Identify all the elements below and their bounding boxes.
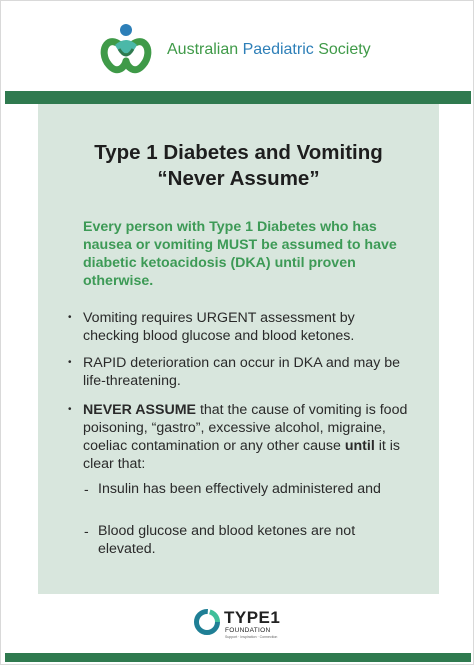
type1-foundation-ring-icon — [193, 608, 221, 636]
content-panel — [38, 104, 439, 594]
top-band — [5, 91, 471, 104]
bullet-dot-icon: • — [68, 404, 72, 415]
header — [1, 1, 474, 91]
bullet-rapid-deterioration: RAPID deterioration can occur in DKA and may be life-threatening. — [83, 355, 401, 389]
title-line-2: “Never Assume” — [157, 167, 320, 190]
brand-main: TYPE1 — [224, 608, 281, 627]
never-assume-emphasis: NEVER ASSUME — [83, 402, 196, 418]
sub-item-glucose-ketones: Blood glucose and blood ketones are not elevated. — [98, 523, 356, 557]
org-name-part1: Australian — [167, 41, 243, 58]
bullet-dot-icon: • — [68, 312, 72, 323]
sub-item-insulin: Insulin has been effectively administered and — [98, 481, 381, 497]
brand-sub: FOUNDATION — [225, 627, 271, 634]
bullet-urgent-assessment: Vomiting requires URGENT assessment by checking blood glucose and blood ketones. — [83, 310, 355, 344]
title-line-1: Type 1 Diabetes and Vomiting — [94, 141, 383, 164]
org-name — [167, 41, 371, 59]
aps-figure-logo-icon — [97, 21, 155, 77]
type1-foundation-logo — [193, 606, 293, 646]
bullet-dot-icon: • — [68, 357, 72, 368]
lead-statement: Every person with Type 1 Diabetes who has nausea or vomiting MUST be assumed to have diabetic ketoacidosis (DKA) until proven otherwise. — [83, 219, 397, 289]
bullet-never-assume — [83, 401, 413, 473]
never-assume-text-a: that the cause of vomiting is food poisoning, “gastro”, excessive alcohol, migraine, coeliac contamination or any other cause — [83, 402, 408, 454]
bottom-band — [5, 653, 471, 662]
page-title — [38, 140, 439, 192]
dash-marker: - — [84, 523, 89, 539]
org-name-part2: Paediatric — [242, 41, 314, 58]
org-name-part3: Society — [313, 41, 371, 58]
dash-marker: - — [84, 481, 89, 497]
never-assume-text-b: it is clear that: — [83, 438, 401, 472]
brand-tagline: Support · Inspiration · Connection — [225, 635, 278, 639]
until-emphasis: until — [344, 438, 375, 454]
